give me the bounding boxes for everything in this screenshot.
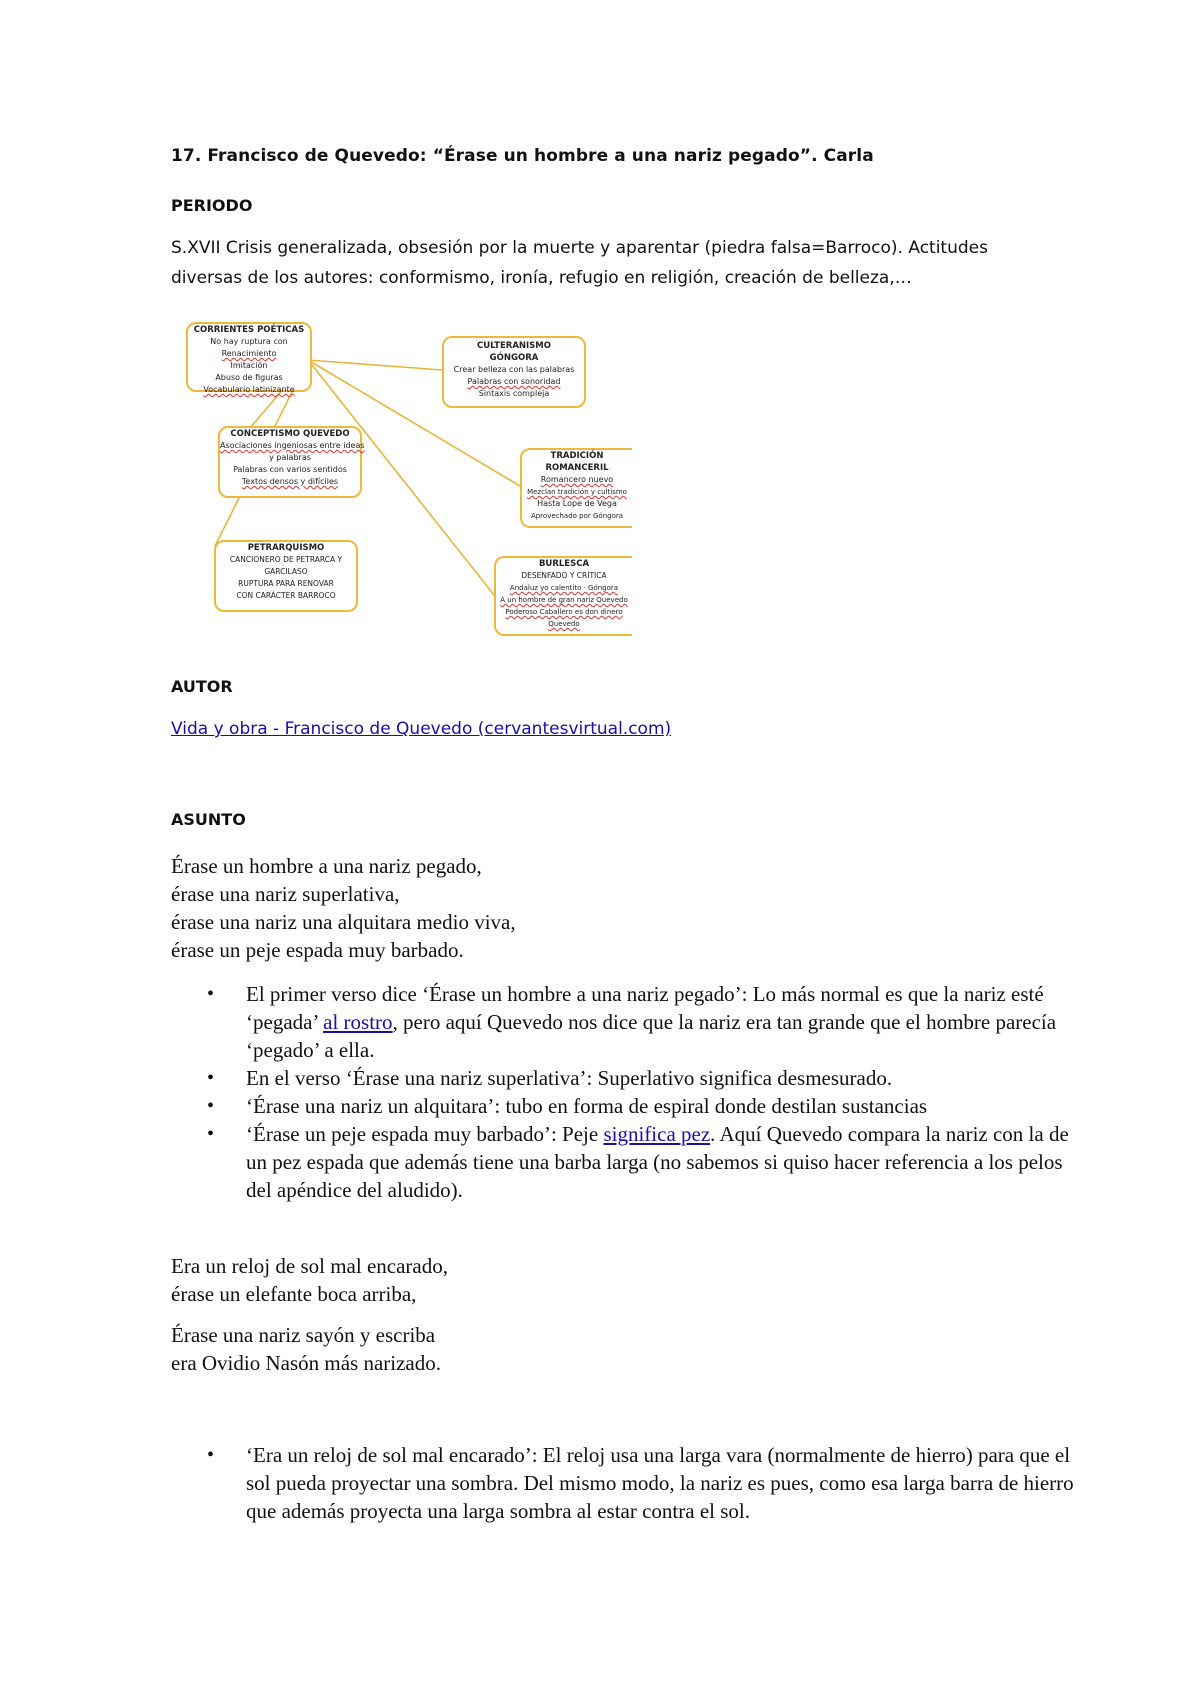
- autor-heading: AUTOR: [171, 677, 233, 696]
- node-subtitle: ROMANCERIL: [545, 463, 609, 473]
- analysis-text: , pero aquí Quevedo nos dice que la nariz era tan grande que el hombre parecía ‘pegado’ a ella.: [246, 1010, 1057, 1062]
- node-line: Sintaxis compleja: [478, 389, 550, 398]
- node-line: Poderoso Caballero es don dinero: [505, 608, 623, 616]
- node-line: RUPTURA PARA RENOVAR: [238, 579, 334, 588]
- document-title: 17. Francisco de Quevedo: “Érase un hombre a una nariz pegado”. Carla: [171, 146, 874, 166]
- node-title: CONCEPTISMO QUEVEDO: [230, 429, 350, 439]
- node-line: Abuso de figuras: [215, 373, 283, 382]
- corrientes-poeticas-diagram: [180, 318, 635, 638]
- node-line: Andaluz yo calentito · Góngora: [509, 584, 619, 592]
- analysis-text: . Aquí Quevedo compara la nariz con la de un pez espada que además tiene una barba larga (no sabemos si quiso hacer referencia a los pelos del apéndice del aludido).: [246, 1122, 1069, 1202]
- verse-stanza-2: [171, 1252, 448, 1308]
- node-line: GARCILASO: [264, 567, 308, 576]
- verse-line: érase una nariz una alquitara medio viva,: [171, 910, 516, 934]
- verse-line: Érase una nariz sayón y escriba: [171, 1323, 436, 1347]
- asunto-heading: ASUNTO: [171, 810, 246, 829]
- analysis-item: [171, 1064, 1086, 1092]
- analysis-text: El primer verso dice ‘Érase un hombre a una nariz pegado’: Lo más normal es que la nariz esté ‘pegada’: [246, 982, 1044, 1034]
- node-line: Imitación: [230, 361, 268, 370]
- node-line: Palabras con varios sentidos: [233, 465, 347, 474]
- node-corrientes-poeticas: [186, 322, 312, 392]
- al-rostro-link[interactable]: al rostro: [323, 1010, 393, 1034]
- analysis-text: ‘Era un reloj de sol mal encarado’: El reloj usa una larga vara (normalmente de hierro) para que el sol pueda proyectar una sombra. Del mismo modo, la nariz es pues, como esa larga barra de hierro que además proyecta una larga sombra al estar contra el sol.: [246, 1443, 1074, 1523]
- node-line: Asociaciones ingeniosas entre ideas: [220, 441, 365, 450]
- node-line: Hasta Lope de Vega: [537, 499, 617, 508]
- node-line: Aprovechado por Góngora: [530, 512, 624, 520]
- verse-line: érase una nariz superlativa,: [171, 882, 400, 906]
- analysis-list-1: [171, 980, 1086, 1204]
- analysis-item: [171, 1441, 1086, 1525]
- node-line: Palabras con sonoridad: [467, 377, 561, 386]
- analysis-item: [171, 980, 1086, 1064]
- verse-stanza-3: [171, 1321, 441, 1377]
- node-line: CANCIONERO DE PETRARCA Y: [229, 555, 343, 564]
- node-line: Textos densos y difíciles: [241, 477, 339, 486]
- analysis-item: [171, 1120, 1086, 1204]
- node-line: CON CARÁCTER BARROCO: [236, 591, 336, 600]
- node-title: CORRIENTES POÉTICAS: [193, 325, 305, 335]
- node-title: TRADICIÓN: [550, 451, 604, 461]
- connector-culteranismo: [308, 360, 442, 370]
- node-line: DESENFADO Y CRÍTICA: [521, 571, 607, 580]
- node-culteranismo: [442, 336, 586, 408]
- node-line: Crear belleza con las palabras: [453, 365, 575, 374]
- node-tradicion-romanceril: [520, 448, 632, 528]
- verse-line: érase un elefante boca arriba,: [171, 1282, 417, 1306]
- node-conceptismo: [218, 426, 365, 498]
- significa-pez-link[interactable]: significa pez: [603, 1122, 711, 1146]
- node-petrarquismo: [214, 540, 358, 612]
- node-line: Quevedo: [548, 620, 580, 628]
- periodo-text: S.XVII Crisis generalizada, obsesión por la muerte y aparentar (piedra falsa=Barroco). Actitudes diversas de los autores: conformismo, ironía, refugio en religión, creación de belleza,…: [171, 238, 988, 288]
- verse-line: era Ovidio Nasón más narizado.: [171, 1351, 441, 1375]
- analysis-text: En el verso ‘Érase una nariz superlativa’: Superlativo significa desmesurado.: [246, 1066, 893, 1090]
- node-line: Renacimiento: [221, 349, 277, 358]
- cervantes-virtual-link[interactable]: Vida y obra - Francisco de Quevedo (cervantesvirtual.com): [171, 719, 672, 739]
- node-line: A un hombre de gran nariz Quevedo: [500, 596, 628, 604]
- verse-line: Érase un hombre a una nariz pegado,: [171, 854, 482, 878]
- node-line: No hay ruptura con: [210, 337, 288, 346]
- node-line: y palabras: [269, 453, 311, 462]
- node-line: Romancero nuevo: [540, 475, 614, 484]
- node-title: PETRARQUISMO: [247, 543, 325, 553]
- verse-line: érase un peje espada muy barbado.: [171, 938, 464, 962]
- analysis-text: ‘Érase una nariz un alquitara’: tubo en forma de espiral donde destilan sustancias: [246, 1094, 928, 1118]
- verse-stanza-1: [171, 852, 516, 964]
- analysis-list-2: [171, 1441, 1086, 1525]
- node-title: CULTERANISMO: [477, 341, 551, 351]
- node-line: Mezclan tradición y cultismo: [527, 488, 627, 496]
- node-subtitle: GÓNGORA: [489, 353, 539, 363]
- periodo-heading: PERIODO: [171, 196, 253, 215]
- node-title: BURLESCA: [538, 559, 590, 569]
- verse-line: Era un reloj de sol mal encarado,: [171, 1254, 448, 1278]
- node-burlesca: [494, 556, 632, 636]
- analysis-item: [171, 1092, 1086, 1120]
- node-line: Vocabulario latinizante: [203, 385, 295, 394]
- analysis-text: ‘Érase un peje espada muy barbado’: Peje: [246, 1122, 604, 1146]
